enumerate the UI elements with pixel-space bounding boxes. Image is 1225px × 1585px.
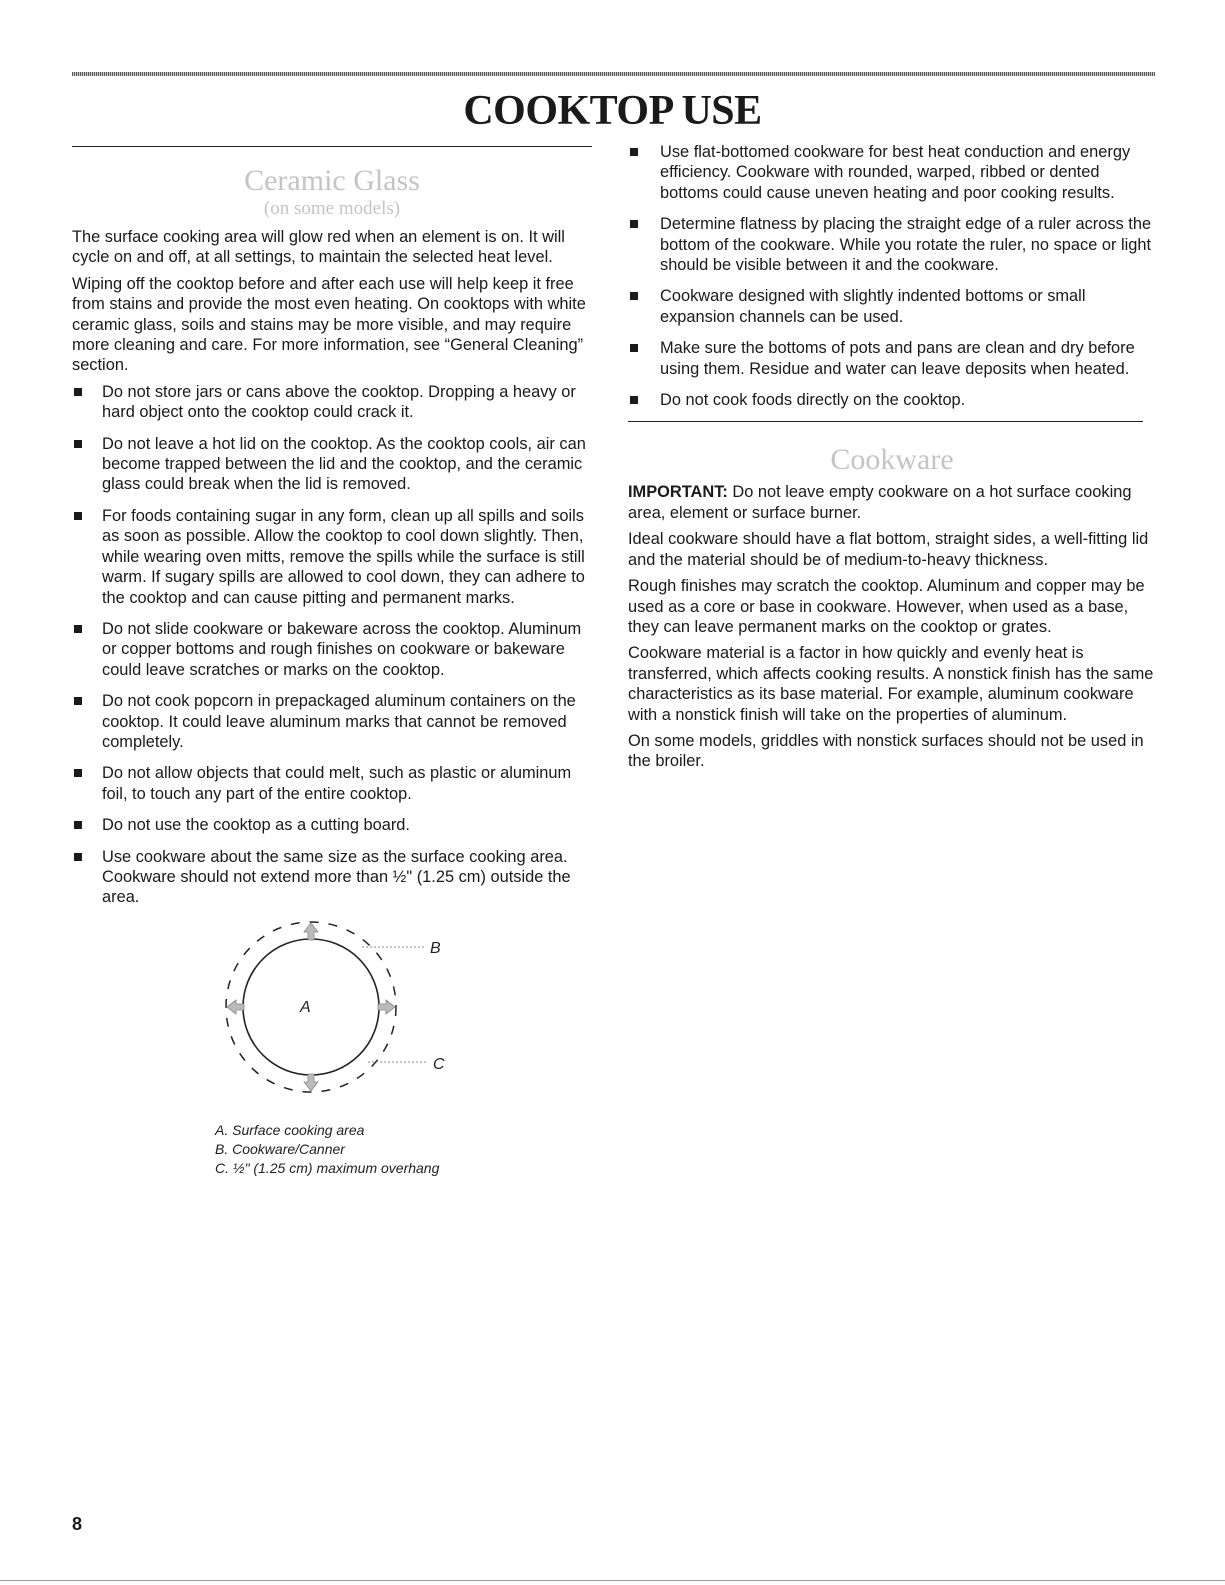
bullet-square-icon — [630, 148, 638, 156]
list-item-text: Do not cook foods directly on the cooktop. — [660, 391, 966, 410]
bullet-square-icon — [74, 388, 82, 396]
left-column — [72, 142, 592, 1219]
list-item-text: Make sure the bottoms of pots and pans are clean and dry before using them. Residue and water can leave deposits when heated. — [660, 339, 1135, 378]
list-item-text: Determine flatness by placing the straight edge of a ruler across the bottom of the cookware. While you rotate the ruler, no space or light should be visible between it and the cookware. — [660, 215, 1152, 275]
bullet-square-icon — [630, 344, 638, 352]
surface-area-circle — [243, 939, 379, 1075]
list-item-text: Use cookware about the same size as the surface cooking area. Cookware should not extend more than ½" (1.25 cm) outside the area. — [102, 847, 571, 907]
section-rule — [628, 421, 1143, 422]
ceramic-paragraph: Wiping off the cooktop before and after each use will help keep it free from stains and provide the most even heating. On cooktops with white ceramic glass, soils and stains may be more visible, and may require more cleaning and care. For more information, see “General Cleaning” section. — [72, 274, 586, 375]
caption-line: B. Cookware/Canner — [215, 1140, 345, 1157]
list-item-text: Do not cook popcorn in prepackaged aluminum containers on the cooktop. It could leave aluminum marks that cannot be removed completely. — [102, 692, 576, 751]
list-item — [72, 691, 592, 752]
flatness-bullet-list — [628, 142, 1156, 410]
ceramic-glass-subheading: (on some models) — [263, 198, 401, 219]
cookware-paragraph: Rough finishes may scratch the cooktop. Aluminum and copper may be used as a core or base in cookware. However, when used as a base, they can leave permanent marks on the cooktop or grates. — [628, 577, 1145, 636]
list-item — [72, 619, 592, 680]
list-item-text: Cookware designed with slightly indented bottoms or small expansion channels can be used. — [660, 287, 1086, 326]
overhang-diagram — [72, 919, 592, 1219]
list-item — [72, 382, 592, 423]
bullet-square-icon — [74, 512, 82, 520]
bullet-square-icon — [74, 697, 82, 705]
diagram-caption-list — [215, 1121, 439, 1178]
list-item-text: Do not allow objects that could melt, such as plastic or aluminum foil, to touch any part of the entire cooktop. — [102, 764, 572, 803]
important-text: Do not leave empty cookware on a hot surface cooking area, element or surface burner. — [628, 483, 1132, 522]
ceramic-glass-heading: Ceramic Glass — [244, 164, 420, 197]
bullet-square-icon — [74, 821, 82, 829]
page-number: 8 — [72, 1514, 83, 1534]
arrow-icon — [227, 923, 395, 1091]
section-rule — [72, 146, 592, 147]
list-item — [72, 815, 592, 835]
bullet-square-icon — [74, 625, 82, 633]
bullet-square-icon — [74, 853, 82, 861]
important-label: IMPORTANT: — [628, 483, 728, 502]
cookware-paragraph: On some models, griddles with nonstick surfaces should not be used in the broiler. — [628, 731, 1144, 771]
list-item — [72, 434, 592, 495]
important-note — [628, 482, 1156, 523]
list-item-text: Do not store jars or cans above the cooktop. Dropping a heavy or hard object onto the cooktop could crack it. — [102, 382, 576, 422]
top-rule — [72, 72, 1155, 76]
list-item — [72, 763, 592, 804]
list-item — [72, 847, 592, 908]
list-item-text: Do not slide cookware or bakeware across the cooktop. Aluminum or copper bottoms and rough finishes on cookware or bakeware could leave scratches or marks on the cooktop. — [102, 619, 582, 679]
bottom-rule — [0, 1580, 1225, 1581]
list-item-text: Do not use the cooktop as a cutting board. — [102, 816, 410, 835]
bullet-square-icon — [630, 396, 638, 404]
list-item — [628, 390, 1156, 410]
caption-line: C. ½" (1.25 cm) maximum overhang — [215, 1159, 440, 1176]
list-item — [628, 142, 1156, 203]
label-c: C — [433, 1055, 445, 1073]
list-item — [72, 506, 592, 608]
cookware-paragraph: Ideal cookware should have a flat bottom, straight sides, a well-fitting lid and the material should be of medium-to-heavy thickness. — [628, 530, 1149, 569]
bullet-square-icon — [74, 440, 82, 448]
bullet-square-icon — [630, 220, 638, 228]
label-b: B — [430, 939, 441, 957]
page-title: COOKTOP USE — [463, 88, 762, 134]
list-item — [628, 338, 1156, 379]
list-item — [628, 286, 1156, 327]
cookware-paragraph: Cookware material is a factor in how quickly and evenly heat is transferred, which affects cooking results. A nonstick finish has the same characteristics as its base material. For example, aluminum cookware with a nonstick finish will take on the properties of aluminum. — [628, 644, 1154, 724]
bullet-square-icon — [74, 769, 82, 777]
list-item-text: For foods containing sugar in any form, clean up all spills and soils as soon as possible. Allow the cooktop to cool down slightly. Then, while wearing oven mitts, remove the spills while the surface is still warm. If sugary spills are allowed to cool down, they can adhere to the cooktop and can cause pitting and permanent marks. — [102, 506, 585, 607]
cookware-heading: Cookware — [830, 443, 954, 477]
bullet-square-icon — [630, 292, 638, 300]
list-item-text: Do not leave a hot lid on the cooktop. As the cooktop cools, air can become trapped between the lid and the cooktop, and the ceramic glass could break when the lid is removed. — [102, 434, 586, 494]
right-column — [628, 142, 1156, 778]
list-item — [628, 214, 1156, 275]
ceramic-bullet-list — [72, 382, 592, 908]
caption-line: A. Surface cooking area — [215, 1121, 365, 1138]
label-a: A — [300, 998, 311, 1016]
ceramic-paragraph: The surface cooking area will glow red when an element is on. It will cycle on and off, at all settings, to maintain the selected heat level. — [72, 228, 565, 267]
list-item-text: Use flat-bottomed cookware for best heat conduction and energy efficiency. Cookware with rounded, warped, ribbed or dented bottoms could cause uneven heating and poor cooking results. — [660, 143, 1131, 202]
